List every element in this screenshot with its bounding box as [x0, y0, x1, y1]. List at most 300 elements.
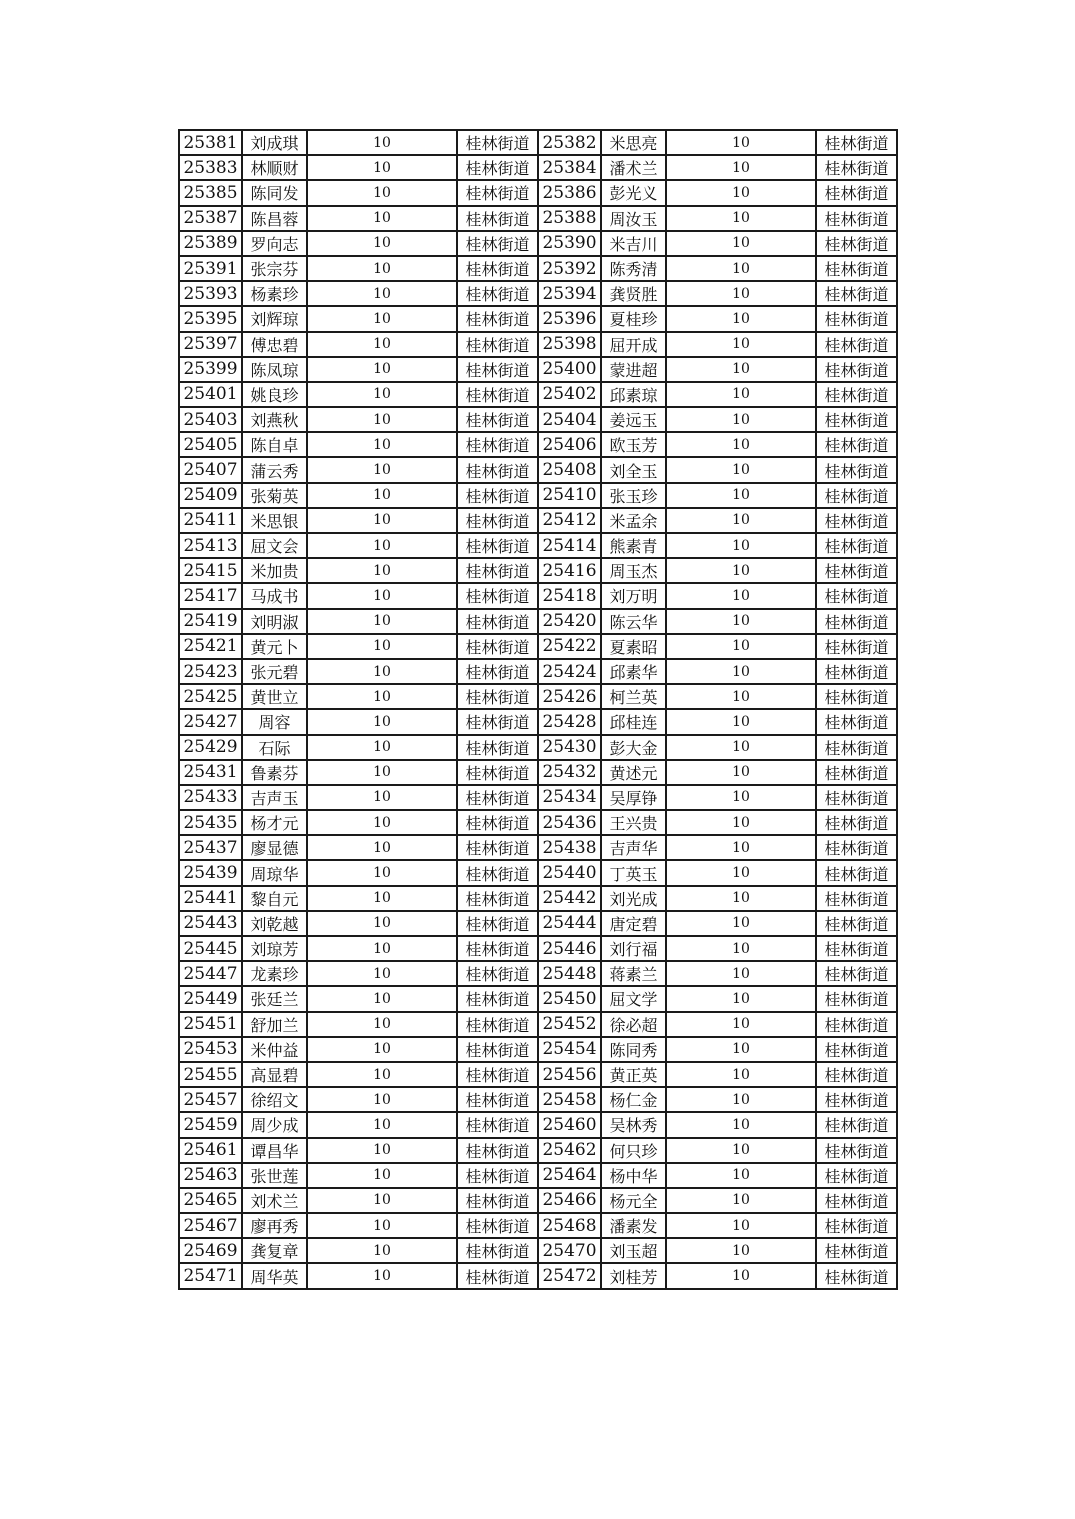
record-id-cell: 25449 [179, 986, 242, 1011]
record-id-cell: 25457 [179, 1087, 242, 1112]
record-id-cell: 25388 [538, 206, 601, 231]
amount-cell: 10 [666, 961, 816, 986]
place-cell: 桂林街道 [816, 986, 897, 1011]
place-cell: 桂林街道 [457, 155, 538, 180]
place-cell: 桂林街道 [816, 1037, 897, 1062]
person-name-cell: 彭大金 [601, 735, 666, 760]
place-cell: 桂林街道 [457, 382, 538, 407]
place-cell: 桂林街道 [816, 886, 897, 911]
amount-cell: 10 [307, 860, 457, 885]
amount-cell: 10 [307, 1112, 457, 1137]
amount-cell: 10 [307, 533, 457, 558]
place-cell: 桂林街道 [816, 609, 897, 634]
record-id-cell: 25392 [538, 256, 601, 281]
amount-cell: 10 [307, 432, 457, 457]
place-cell: 桂林街道 [816, 1188, 897, 1213]
person-name-cell: 杨元全 [601, 1188, 666, 1213]
place-cell: 桂林街道 [457, 332, 538, 357]
place-cell: 桂林街道 [457, 634, 538, 659]
place-cell: 桂林街道 [457, 457, 538, 482]
table-row [179, 180, 897, 205]
place-cell: 桂林街道 [816, 936, 897, 961]
place-cell: 桂林街道 [457, 583, 538, 608]
place-cell: 桂林街道 [816, 1112, 897, 1137]
place-cell: 桂林街道 [457, 231, 538, 256]
amount-cell: 10 [666, 533, 816, 558]
record-id-cell: 25396 [538, 306, 601, 331]
person-name-cell: 周汝玉 [601, 206, 666, 231]
place-cell: 桂林街道 [816, 709, 897, 734]
place-cell: 桂林街道 [816, 684, 897, 709]
amount-cell: 10 [307, 961, 457, 986]
amount-cell: 10 [666, 457, 816, 482]
record-id-cell: 25383 [179, 155, 242, 180]
amount-cell: 10 [307, 357, 457, 382]
amount-cell: 10 [666, 684, 816, 709]
record-id-cell: 25462 [538, 1138, 601, 1163]
place-cell: 桂林街道 [816, 407, 897, 432]
person-name-cell: 屈开成 [601, 332, 666, 357]
place-cell: 桂林街道 [816, 533, 897, 558]
amount-cell: 10 [307, 483, 457, 508]
place-cell: 桂林街道 [816, 281, 897, 306]
table-row [179, 382, 897, 407]
record-id-cell: 25406 [538, 432, 601, 457]
person-name-cell: 刘燕秋 [242, 407, 307, 432]
person-name-cell: 刘玉超 [601, 1238, 666, 1263]
record-id-cell: 25397 [179, 332, 242, 357]
record-id-cell: 25381 [179, 130, 242, 155]
place-cell: 桂林街道 [816, 659, 897, 684]
place-cell: 桂林街道 [457, 281, 538, 306]
amount-cell: 10 [666, 911, 816, 936]
person-name-cell: 柯兰英 [601, 684, 666, 709]
table-row [179, 483, 897, 508]
person-name-cell: 张元碧 [242, 659, 307, 684]
person-name-cell: 吴林秀 [601, 1112, 666, 1137]
person-name-cell: 米孟余 [601, 508, 666, 533]
record-id-cell: 25410 [538, 483, 601, 508]
table-row [179, 155, 897, 180]
amount-cell: 10 [666, 936, 816, 961]
person-name-cell: 刘光成 [601, 886, 666, 911]
record-id-cell: 25382 [538, 130, 601, 155]
table-row [179, 1238, 897, 1263]
amount-cell: 10 [307, 835, 457, 860]
person-name-cell: 傅忠碧 [242, 332, 307, 357]
person-name-cell: 陈同秀 [601, 1037, 666, 1062]
amount-cell: 10 [666, 256, 816, 281]
record-id-cell: 25412 [538, 508, 601, 533]
person-name-cell: 张宗芬 [242, 256, 307, 281]
table-row [179, 1062, 897, 1087]
person-name-cell: 米加贵 [242, 558, 307, 583]
record-id-cell: 25459 [179, 1112, 242, 1137]
amount-cell: 10 [666, 735, 816, 760]
record-id-cell: 25472 [538, 1263, 601, 1288]
person-name-cell: 廖显德 [242, 835, 307, 860]
place-cell: 桂林街道 [816, 1138, 897, 1163]
amount-cell: 10 [666, 835, 816, 860]
record-id-cell: 25463 [179, 1163, 242, 1188]
record-id-cell: 25461 [179, 1138, 242, 1163]
record-id-cell: 25465 [179, 1188, 242, 1213]
amount-cell: 10 [307, 634, 457, 659]
record-id-cell: 25391 [179, 256, 242, 281]
place-cell: 桂林街道 [457, 936, 538, 961]
place-cell: 桂林街道 [816, 1213, 897, 1238]
record-id-cell: 25400 [538, 357, 601, 382]
person-name-cell: 蒲云秀 [242, 457, 307, 482]
place-cell: 桂林街道 [816, 835, 897, 860]
amount-cell: 10 [666, 130, 816, 155]
place-cell: 桂林街道 [816, 1062, 897, 1087]
person-name-cell: 陈昌蓉 [242, 206, 307, 231]
amount-cell: 10 [666, 206, 816, 231]
record-id-cell: 25446 [538, 936, 601, 961]
person-name-cell: 谭昌华 [242, 1138, 307, 1163]
person-name-cell: 周玉杰 [601, 558, 666, 583]
table-row [179, 810, 897, 835]
place-cell: 桂林街道 [457, 533, 538, 558]
amount-cell: 10 [666, 1112, 816, 1137]
amount-cell: 10 [307, 659, 457, 684]
place-cell: 桂林街道 [816, 256, 897, 281]
table-row [179, 709, 897, 734]
record-id-cell: 25447 [179, 961, 242, 986]
amount-cell: 10 [666, 1263, 816, 1288]
table-row [179, 432, 897, 457]
table-row [179, 508, 897, 533]
record-id-cell: 25436 [538, 810, 601, 835]
person-name-cell: 姚良珍 [242, 382, 307, 407]
place-cell: 桂林街道 [457, 659, 538, 684]
person-name-cell: 杨中华 [601, 1163, 666, 1188]
table-row [179, 860, 897, 885]
amount-cell: 10 [666, 1062, 816, 1087]
person-name-cell: 唐定碧 [601, 911, 666, 936]
record-id-cell: 25387 [179, 206, 242, 231]
amount-cell: 10 [307, 1062, 457, 1087]
place-cell: 桂林街道 [457, 886, 538, 911]
table-row [179, 332, 897, 357]
record-id-cell: 25425 [179, 684, 242, 709]
record-id-cell: 25453 [179, 1037, 242, 1062]
record-id-cell: 25394 [538, 281, 601, 306]
amount-cell: 10 [666, 558, 816, 583]
person-name-cell: 周容 [242, 709, 307, 734]
person-name-cell: 米思银 [242, 508, 307, 533]
table-row [179, 256, 897, 281]
amount-cell: 10 [666, 785, 816, 810]
person-name-cell: 屈文会 [242, 533, 307, 558]
person-name-cell: 黄正英 [601, 1062, 666, 1087]
record-id-cell: 25448 [538, 961, 601, 986]
place-cell: 桂林街道 [457, 1062, 538, 1087]
person-name-cell: 杨仁金 [601, 1087, 666, 1112]
record-id-cell: 25417 [179, 583, 242, 608]
record-id-cell: 25386 [538, 180, 601, 205]
record-id-cell: 25452 [538, 1012, 601, 1037]
place-cell: 桂林街道 [816, 306, 897, 331]
place-cell: 桂林街道 [816, 1012, 897, 1037]
place-cell: 桂林街道 [457, 684, 538, 709]
place-cell: 桂林街道 [457, 785, 538, 810]
person-name-cell: 陈云华 [601, 609, 666, 634]
record-id-cell: 25470 [538, 1238, 601, 1263]
person-name-cell: 王兴贵 [601, 810, 666, 835]
table-row [179, 735, 897, 760]
person-name-cell: 刘辉琼 [242, 306, 307, 331]
person-name-cell: 蒋素兰 [601, 961, 666, 986]
record-id-cell: 25445 [179, 936, 242, 961]
person-name-cell: 邱素琼 [601, 382, 666, 407]
place-cell: 桂林街道 [457, 1138, 538, 1163]
record-id-cell: 25439 [179, 860, 242, 885]
person-name-cell: 龚贤胜 [601, 281, 666, 306]
person-name-cell: 蒙进超 [601, 357, 666, 382]
amount-cell: 10 [307, 986, 457, 1011]
record-id-cell: 25460 [538, 1112, 601, 1137]
record-id-cell: 25398 [538, 332, 601, 357]
amount-cell: 10 [307, 1138, 457, 1163]
record-id-cell: 25443 [179, 911, 242, 936]
amount-cell: 10 [307, 810, 457, 835]
table-row [179, 785, 897, 810]
amount-cell: 10 [666, 709, 816, 734]
amount-cell: 10 [307, 1263, 457, 1288]
place-cell: 桂林街道 [457, 256, 538, 281]
place-cell: 桂林街道 [457, 709, 538, 734]
place-cell: 桂林街道 [457, 1112, 538, 1137]
person-name-cell: 欧玉芳 [601, 432, 666, 457]
place-cell: 桂林街道 [457, 1087, 538, 1112]
table-row [179, 306, 897, 331]
person-name-cell: 姜远玉 [601, 407, 666, 432]
person-name-cell: 舒加兰 [242, 1012, 307, 1037]
table-row [179, 206, 897, 231]
person-name-cell: 邱桂连 [601, 709, 666, 734]
record-id-cell: 25435 [179, 810, 242, 835]
amount-cell: 10 [666, 432, 816, 457]
amount-cell: 10 [307, 1238, 457, 1263]
record-id-cell: 25423 [179, 659, 242, 684]
person-name-cell: 刘乾越 [242, 911, 307, 936]
record-id-cell: 25467 [179, 1213, 242, 1238]
amount-cell: 10 [666, 281, 816, 306]
record-id-cell: 25441 [179, 886, 242, 911]
record-id-cell: 25421 [179, 634, 242, 659]
amount-cell: 10 [307, 1012, 457, 1037]
place-cell: 桂林街道 [457, 760, 538, 785]
table-row [179, 281, 897, 306]
place-cell: 桂林街道 [457, 1213, 538, 1238]
person-name-cell: 张菊英 [242, 483, 307, 508]
amount-cell: 10 [307, 457, 457, 482]
amount-cell: 10 [666, 407, 816, 432]
roster-table [178, 129, 898, 1290]
amount-cell: 10 [307, 684, 457, 709]
place-cell: 桂林街道 [816, 130, 897, 155]
roster-table-body [179, 130, 897, 1289]
amount-cell: 10 [307, 180, 457, 205]
place-cell: 桂林街道 [816, 432, 897, 457]
amount-cell: 10 [307, 130, 457, 155]
place-cell: 桂林街道 [816, 382, 897, 407]
table-row [179, 533, 897, 558]
place-cell: 桂林街道 [457, 558, 538, 583]
amount-cell: 10 [307, 1188, 457, 1213]
place-cell: 桂林街道 [457, 180, 538, 205]
person-name-cell: 熊素青 [601, 533, 666, 558]
amount-cell: 10 [307, 306, 457, 331]
place-cell: 桂林街道 [457, 432, 538, 457]
table-row [179, 1163, 897, 1188]
record-id-cell: 25468 [538, 1213, 601, 1238]
amount-cell: 10 [307, 407, 457, 432]
place-cell: 桂林街道 [816, 457, 897, 482]
place-cell: 桂林街道 [457, 810, 538, 835]
amount-cell: 10 [307, 332, 457, 357]
amount-cell: 10 [666, 332, 816, 357]
place-cell: 桂林街道 [457, 986, 538, 1011]
person-name-cell: 米思亮 [601, 130, 666, 155]
amount-cell: 10 [666, 1138, 816, 1163]
place-cell: 桂林街道 [816, 1238, 897, 1263]
record-id-cell: 25464 [538, 1163, 601, 1188]
record-id-cell: 25404 [538, 407, 601, 432]
record-id-cell: 25416 [538, 558, 601, 583]
table-row [179, 407, 897, 432]
person-name-cell: 陈同发 [242, 180, 307, 205]
amount-cell: 10 [666, 155, 816, 180]
person-name-cell: 马成书 [242, 583, 307, 608]
amount-cell: 10 [307, 1213, 457, 1238]
amount-cell: 10 [307, 785, 457, 810]
record-id-cell: 25413 [179, 533, 242, 558]
table-row [179, 231, 897, 256]
record-id-cell: 25401 [179, 382, 242, 407]
table-row [179, 886, 897, 911]
person-name-cell: 徐绍文 [242, 1087, 307, 1112]
place-cell: 桂林街道 [457, 1163, 538, 1188]
place-cell: 桂林街道 [457, 483, 538, 508]
record-id-cell: 25393 [179, 281, 242, 306]
record-id-cell: 25427 [179, 709, 242, 734]
table-row [179, 1012, 897, 1037]
place-cell: 桂林街道 [457, 735, 538, 760]
person-name-cell: 廖再秀 [242, 1213, 307, 1238]
table-row [179, 634, 897, 659]
place-cell: 桂林街道 [816, 1087, 897, 1112]
place-cell: 桂林街道 [457, 860, 538, 885]
place-cell: 桂林街道 [816, 231, 897, 256]
person-name-cell: 龚复章 [242, 1238, 307, 1263]
place-cell: 桂林街道 [457, 1188, 538, 1213]
amount-cell: 10 [666, 760, 816, 785]
place-cell: 桂林街道 [816, 785, 897, 810]
record-id-cell: 25428 [538, 709, 601, 734]
person-name-cell: 刘行福 [601, 936, 666, 961]
record-id-cell: 25469 [179, 1238, 242, 1263]
record-id-cell: 25442 [538, 886, 601, 911]
record-id-cell: 25444 [538, 911, 601, 936]
amount-cell: 10 [666, 1087, 816, 1112]
amount-cell: 10 [307, 609, 457, 634]
amount-cell: 10 [307, 508, 457, 533]
person-name-cell: 屈文学 [601, 986, 666, 1011]
record-id-cell: 25431 [179, 760, 242, 785]
person-name-cell: 黎自元 [242, 886, 307, 911]
amount-cell: 10 [666, 583, 816, 608]
amount-cell: 10 [307, 1087, 457, 1112]
person-name-cell: 刘全玉 [601, 457, 666, 482]
record-id-cell: 25411 [179, 508, 242, 533]
place-cell: 桂林街道 [816, 483, 897, 508]
table-row [179, 911, 897, 936]
record-id-cell: 25433 [179, 785, 242, 810]
amount-cell: 10 [666, 986, 816, 1011]
person-name-cell: 夏桂珍 [601, 306, 666, 331]
person-name-cell: 米吉川 [601, 231, 666, 256]
person-name-cell: 陈凤琼 [242, 357, 307, 382]
amount-cell: 10 [666, 1188, 816, 1213]
record-id-cell: 25385 [179, 180, 242, 205]
amount-cell: 10 [666, 1012, 816, 1037]
amount-cell: 10 [666, 810, 816, 835]
table-row [179, 609, 897, 634]
record-id-cell: 25440 [538, 860, 601, 885]
person-name-cell: 陈秀清 [601, 256, 666, 281]
amount-cell: 10 [666, 483, 816, 508]
person-name-cell: 吉声玉 [242, 785, 307, 810]
place-cell: 桂林街道 [816, 1263, 897, 1288]
place-cell: 桂林街道 [457, 961, 538, 986]
person-name-cell: 徐必超 [601, 1012, 666, 1037]
amount-cell: 10 [666, 659, 816, 684]
record-id-cell: 25408 [538, 457, 601, 482]
person-name-cell: 邱素华 [601, 659, 666, 684]
amount-cell: 10 [666, 180, 816, 205]
record-id-cell: 25458 [538, 1087, 601, 1112]
amount-cell: 10 [666, 1037, 816, 1062]
amount-cell: 10 [307, 936, 457, 961]
amount-cell: 10 [666, 1213, 816, 1238]
place-cell: 桂林街道 [816, 860, 897, 885]
person-name-cell: 米仲益 [242, 1037, 307, 1062]
record-id-cell: 25399 [179, 357, 242, 382]
person-name-cell: 张世莲 [242, 1163, 307, 1188]
amount-cell: 10 [666, 609, 816, 634]
amount-cell: 10 [307, 1163, 457, 1188]
person-name-cell: 周琼华 [242, 860, 307, 885]
table-row [179, 936, 897, 961]
person-name-cell: 丁英玉 [601, 860, 666, 885]
record-id-cell: 25390 [538, 231, 601, 256]
place-cell: 桂林街道 [457, 1012, 538, 1037]
record-id-cell: 25455 [179, 1062, 242, 1087]
person-name-cell: 杨才元 [242, 810, 307, 835]
amount-cell: 10 [666, 306, 816, 331]
person-name-cell: 张廷兰 [242, 986, 307, 1011]
table-row [179, 130, 897, 155]
place-cell: 桂林街道 [816, 1163, 897, 1188]
record-id-cell: 25451 [179, 1012, 242, 1037]
amount-cell: 10 [666, 1238, 816, 1263]
person-name-cell: 刘琼芳 [242, 936, 307, 961]
place-cell: 桂林街道 [457, 306, 538, 331]
place-cell: 桂林街道 [457, 835, 538, 860]
